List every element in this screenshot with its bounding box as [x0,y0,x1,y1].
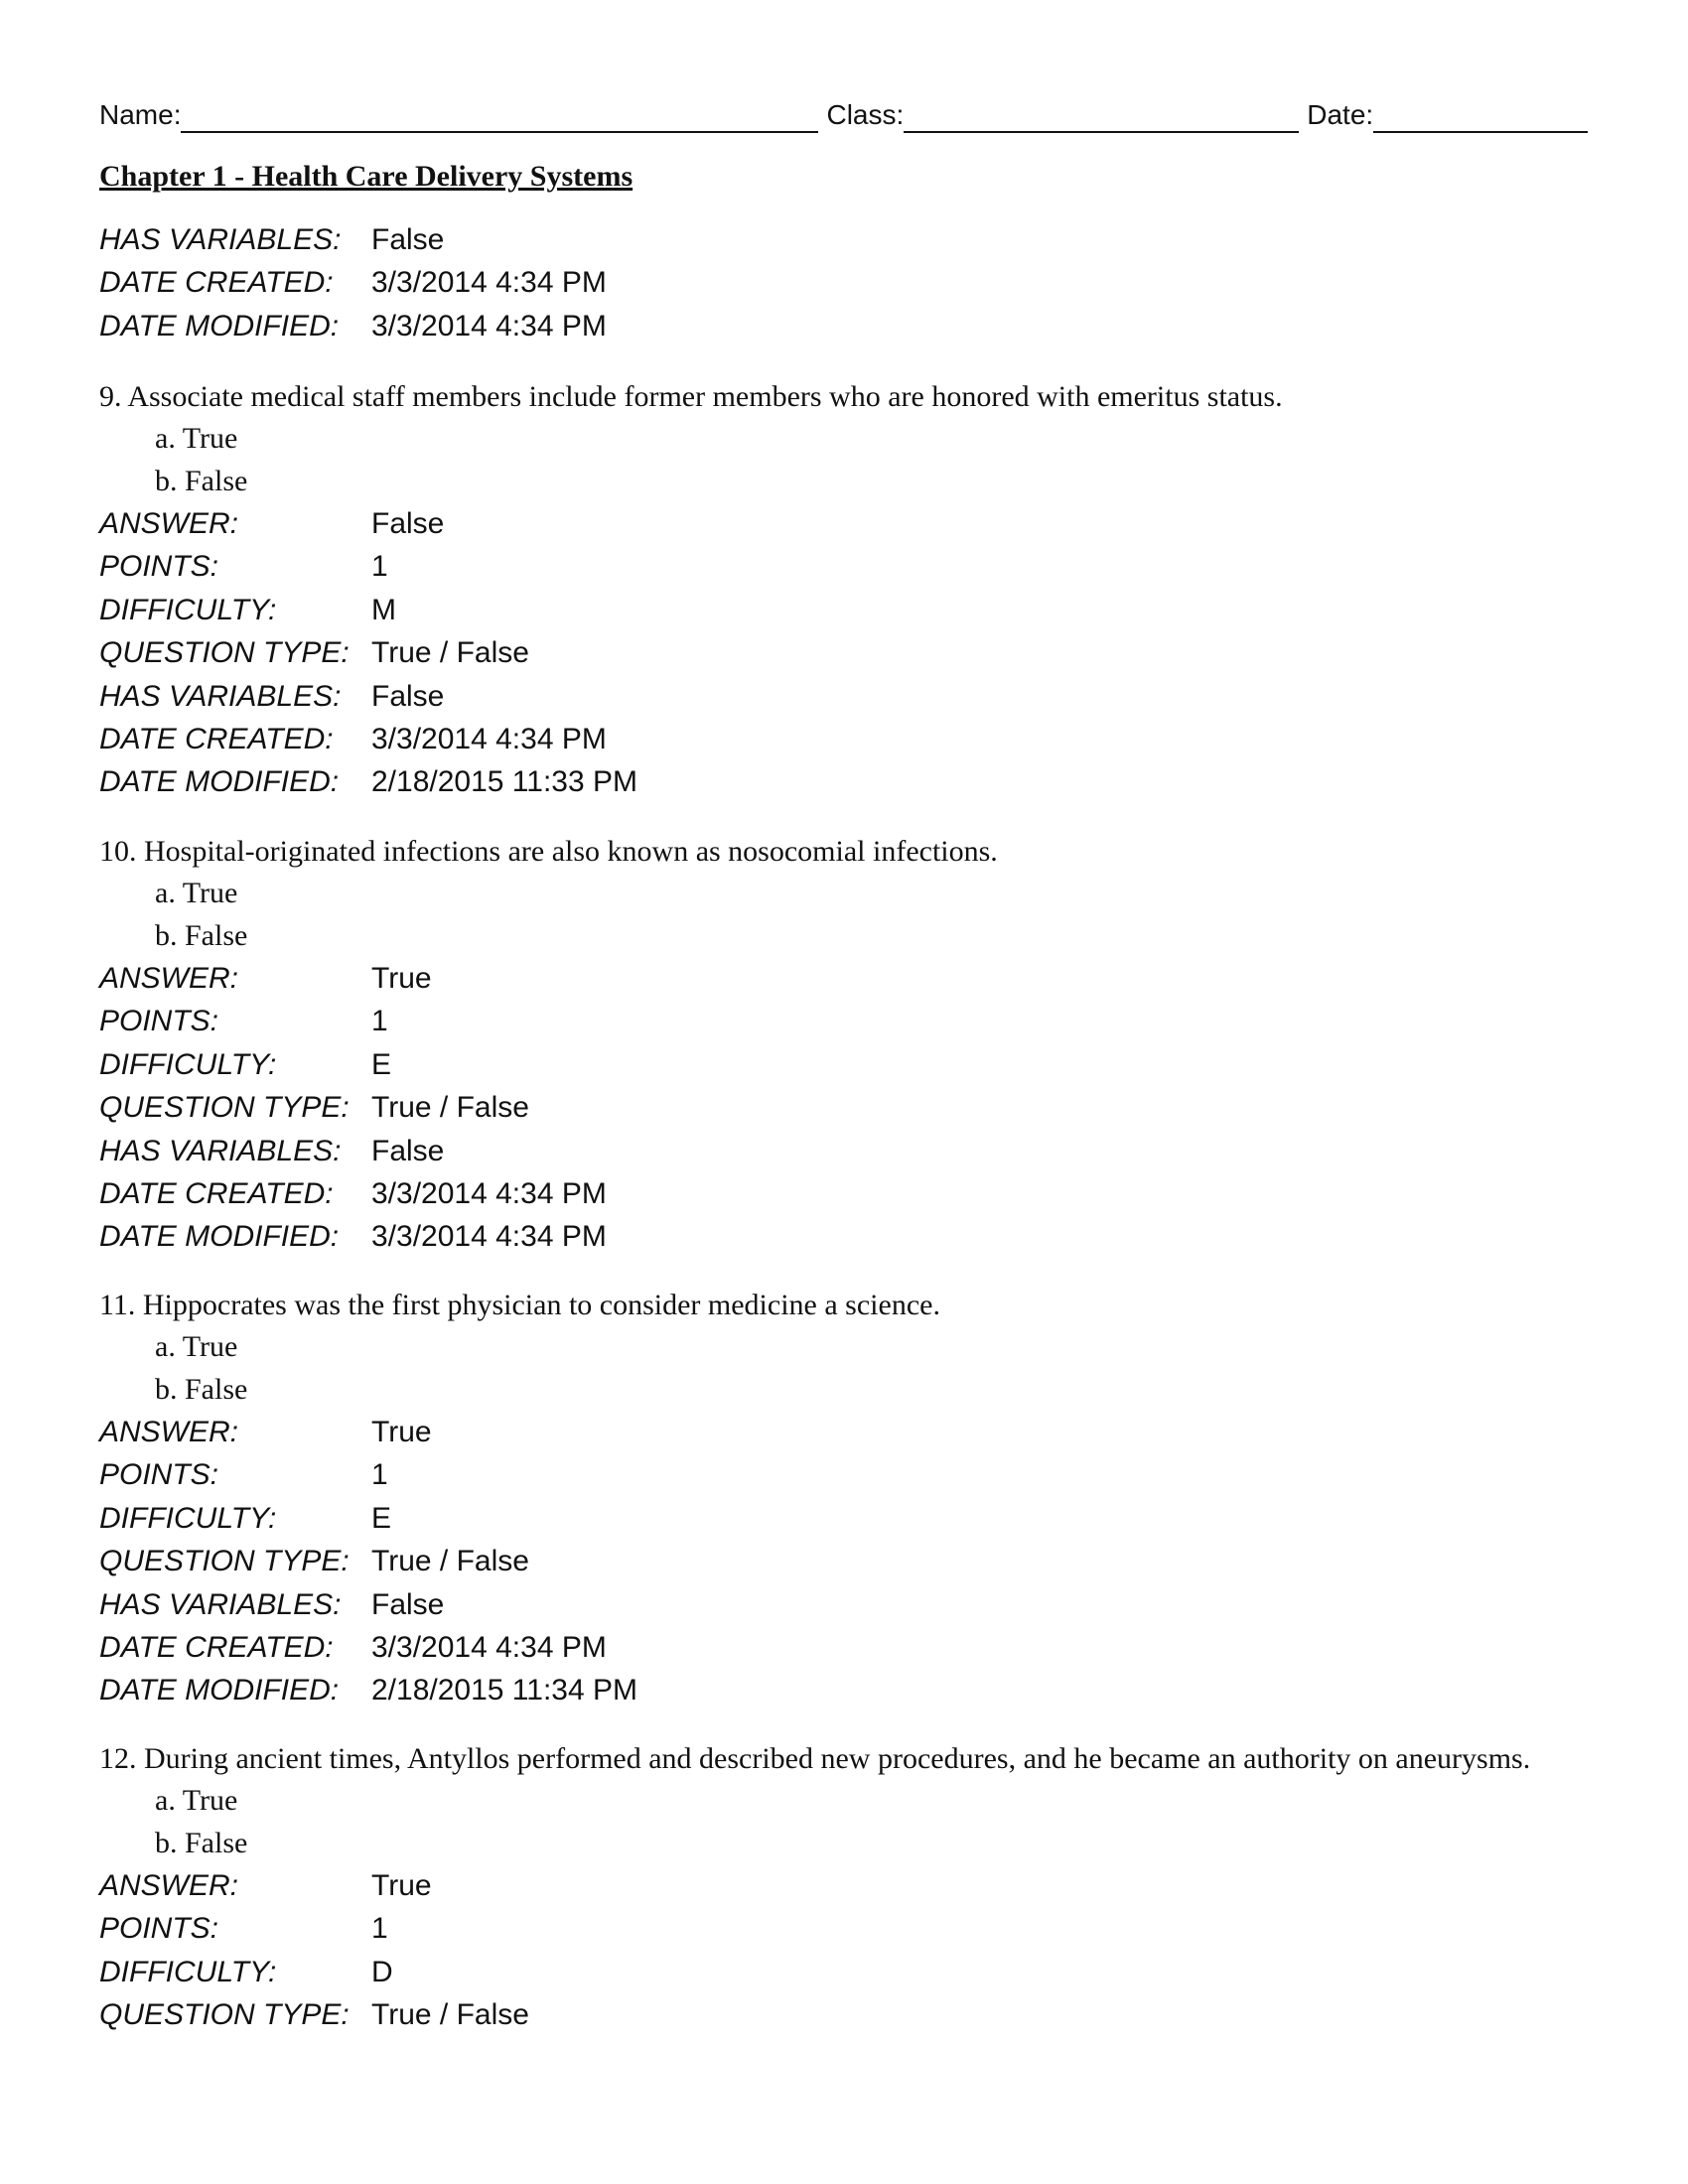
meta-row [99,957,1628,1000]
meta-value: 3/3/2014 4:34 PM [371,309,607,342]
meta-value: True [371,962,432,995]
meta-value: True / False [371,1998,529,2032]
meta-key: ANSWER: [99,507,239,540]
meta-key: POINTS: [99,550,219,584]
meta-value: False [371,1134,445,1167]
question-text: 12. During ancient times, Antyllos performed and described new procedures, and he became an authority on aneurysms. [99,1742,1531,1775]
meta-value: True / False [371,1545,529,1578]
question-12 [99,1739,1628,2037]
meta-key: DATE CREATED: [99,1176,334,1210]
choice-true: a. True [155,422,238,455]
question-metadata [99,957,1628,1259]
meta-key: QUESTION TYPE: [99,1998,350,2032]
meta-row [99,1215,1628,1258]
meta-key: HAS VARIABLES: [99,1587,342,1621]
meta-row [99,1626,1628,1669]
meta-row [99,1172,1628,1215]
meta-value: 1 [371,1458,388,1492]
meta-row [99,1411,1628,1453]
meta-key: DIFFICULTY: [99,1955,277,1988]
chapter-title: Chapter 1 - Health Care Delivery Systems [99,160,633,193]
date-field[interactable] [1373,101,1588,133]
meta-key: DIFFICULTY: [99,1501,277,1535]
question-text: 9. Associate medical staff members include former members who are honored with emeritus status. [99,380,1283,413]
meta-row [99,1583,1628,1626]
meta-key: HAS VARIABLES: [99,679,342,713]
student-info-header [99,97,1591,133]
meta-value: False [371,223,445,256]
meta-value: 1 [371,1912,388,1946]
meta-row [99,1669,1628,1711]
meta-value: False [371,679,445,713]
meta-value: 1 [371,1005,388,1038]
meta-row [99,1043,1628,1086]
class-field[interactable] [904,101,1299,133]
choice-true: a. True [155,1330,238,1363]
meta-row [99,718,1628,760]
meta-value: D [371,1955,393,1988]
answer-choices [155,872,1628,957]
question-metadata [99,1411,1628,1712]
meta-row [99,1130,1628,1172]
choice-true: a. True [155,1784,238,1817]
meta-value: True [371,1416,432,1448]
meta-value: False [371,1587,445,1621]
answer-choices [155,417,1628,502]
meta-row [99,1497,1628,1540]
meta-row [99,1951,1628,1993]
question-text: 11. Hippocrates was the first physician to consider medicine a science. [99,1289,940,1321]
meta-key: DATE MODIFIED: [99,309,340,342]
meta-key: ANSWER: [99,962,239,995]
meta-value: 3/3/2014 4:34 PM [371,1220,607,1254]
meta-key: DATE MODIFIED: [99,765,340,799]
meta-value: True / False [371,1091,529,1125]
meta-key: ANSWER: [99,1416,239,1448]
meta-row [99,1993,1628,2036]
answer-choices [155,1779,1628,1864]
meta-key: POINTS: [99,1005,219,1038]
meta-row [99,675,1628,718]
date-label: Date: [1307,99,1374,130]
meta-row [99,218,607,261]
meta-value: E [371,1501,392,1535]
question-metadata [99,502,1628,804]
meta-key: HAS VARIABLES: [99,223,342,256]
meta-value: E [371,1047,392,1081]
meta-key: HAS VARIABLES: [99,1134,342,1167]
meta-key: DATE MODIFIED: [99,1674,340,1707]
meta-key: POINTS: [99,1912,219,1946]
meta-value: False [371,507,445,540]
choice-false: b. False [155,1373,248,1406]
meta-key: QUESTION TYPE: [99,1091,350,1125]
choice-false: b. False [155,1827,248,1859]
meta-value: M [371,593,396,626]
meta-key: DATE CREATED: [99,722,334,755]
question-9 [99,377,1628,804]
meta-row [99,545,1628,588]
meta-key: POINTS: [99,1458,219,1492]
meta-value: 3/3/2014 4:34 PM [371,1176,607,1210]
meta-row [99,261,607,304]
choice-true: a. True [155,877,238,909]
meta-row [99,631,1628,674]
meta-row [99,1864,1628,1907]
meta-key: ANSWER: [99,1869,239,1902]
question-10 [99,832,1628,1259]
name-label: Name: [99,99,182,130]
meta-value: True / False [371,636,529,670]
meta-value: 3/3/2014 4:34 PM [371,266,607,300]
meta-value: 3/3/2014 4:34 PM [371,1630,607,1664]
meta-row [99,589,1628,631]
class-label: Class: [826,99,905,130]
meta-key: DATE CREATED: [99,266,334,300]
meta-value: 2/18/2015 11:33 PM [371,765,637,799]
meta-key: QUESTION TYPE: [99,636,350,670]
question-11 [99,1286,1628,1712]
meta-row [99,1540,1628,1582]
meta-value: True [371,1869,432,1902]
choice-false: b. False [155,465,248,497]
meta-key: DIFFICULTY: [99,593,277,626]
top-metadata [99,218,607,347]
meta-value: 3/3/2014 4:34 PM [371,722,607,755]
question-metadata [99,1864,1628,2037]
meta-key: DATE MODIFIED: [99,1220,340,1254]
meta-key: DIFFICULTY: [99,1047,277,1081]
meta-key: DATE CREATED: [99,1630,334,1664]
meta-row [99,305,607,347]
meta-value: 1 [371,550,388,584]
meta-row [99,1000,1628,1042]
meta-row [99,1086,1628,1129]
choice-false: b. False [155,919,248,952]
name-field[interactable] [181,101,818,133]
meta-row [99,760,1628,803]
meta-key: QUESTION TYPE: [99,1545,350,1578]
meta-row [99,1453,1628,1496]
meta-row [99,1907,1628,1950]
answer-choices [155,1325,1628,1411]
meta-value: 2/18/2015 11:34 PM [371,1674,637,1707]
question-text: 10. Hospital-originated infections are also known as nosocomial infections. [99,835,998,868]
meta-row [99,502,1628,545]
